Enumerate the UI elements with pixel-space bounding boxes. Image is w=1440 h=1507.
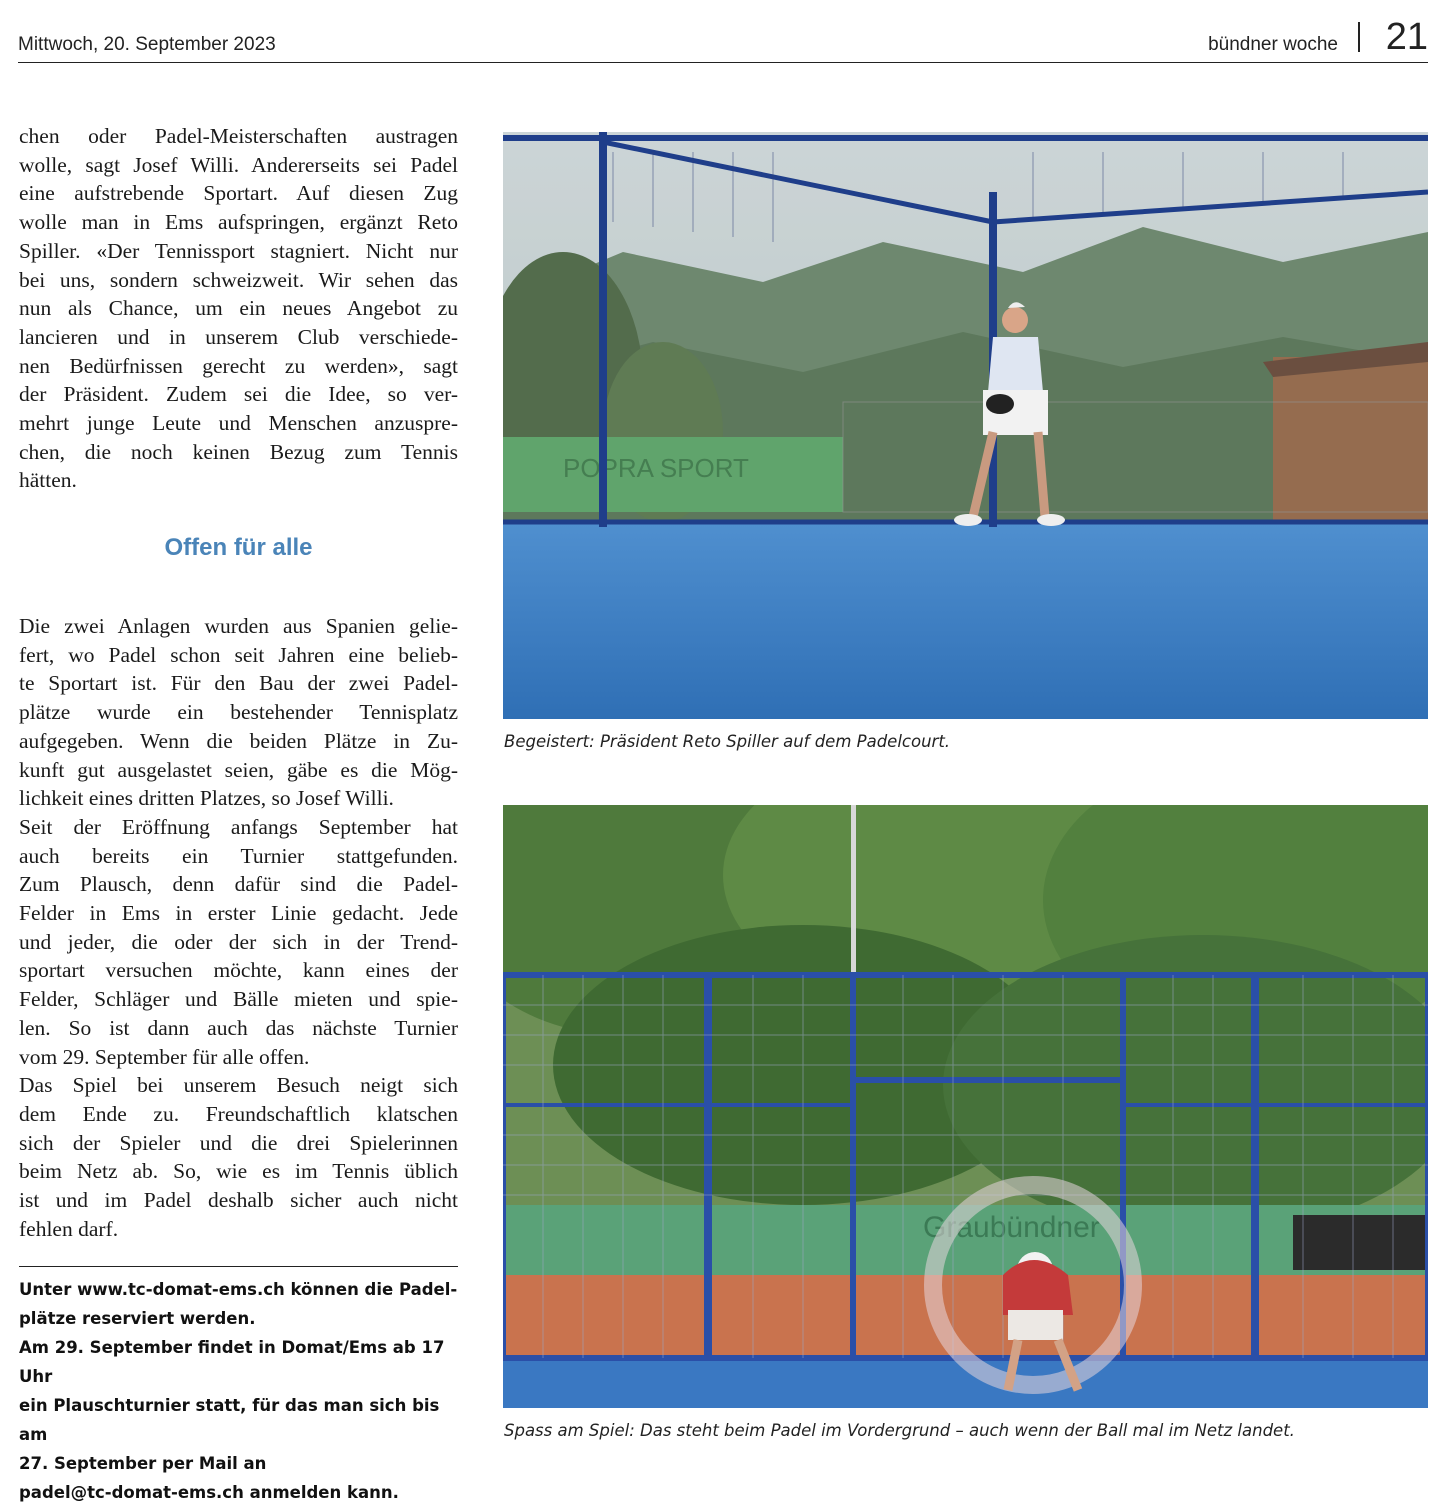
text-line: fehlen darf. [19,1216,119,1241]
text-line: Felder, Schläger und Bälle mieten und spie- [19,987,458,1012]
text-line: und jeder, die oder der sich in der Trend- [19,929,458,954]
photo-2-caption: Spass am Spiel: Das steht beim Padel im Vordergrund – auch wenn der Ball mal im Netz landet. [504,1421,1295,1440]
info-line: padel@tc-domat-ems.ch anmelden kann. [19,1483,399,1502]
text-line: eine aufstrebende Sportart. Auf diesen Zug [19,181,458,206]
text-line: vom 29. September für alle offen. [19,1044,310,1069]
info-box [19,1266,458,1507]
text-line: wolle man in Ems aufspringen, ergänzt Reto [19,210,458,235]
text-line: aufgegeben. Wenn die beiden Plätze in Zu- [19,728,458,753]
photo-padel-match [503,805,1428,1408]
svg-text:POPRA SPORT: POPRA SPORT [563,453,749,483]
text-line: fert, wo Padel schon seit Jahren eine belieb- [19,642,458,667]
photo-padel-court-player [503,132,1428,719]
text-line: sich der Spieler und die drei Spielerinnen [19,1130,458,1155]
page-header [18,16,1428,63]
article-paragraph-1 [19,122,458,495]
info-line: 27. September per Mail an [19,1454,267,1473]
info-line: plätze reserviert werden. [19,1309,256,1328]
text-line: bei uns, sondern schweizweit. Wir sehen das [19,267,458,292]
text-line: Seit der Eröffnung anfangs September hat [19,814,458,839]
text-line: wolle, sagt Josef Willi. Andererseits sei Padel [19,152,458,177]
header-divider [1358,22,1360,52]
issue-date: Mittwoch, 20. September 2023 [18,34,276,55]
publication-name: bündner woche [1208,34,1338,55]
text-line: te Sportart ist. Für den Bau der zwei Padel- [19,671,458,696]
text-line: lichkeit eines dritten Platzes, so Josef Willi. [19,786,394,811]
info-line: Unter www.tc-domat-ems.ch können die Padel- [19,1280,458,1299]
text-line: sportart versuchen möchte, kann eines der [19,958,458,983]
text-line: beim Netz ab. So, wie es im Tennis üblich [19,1159,458,1184]
text-line: chen oder Padel-Meisterschaften austragen [19,124,458,148]
text-line: Spiller. «Der Tennissport stagniert. Nicht nur [19,238,458,263]
text-line: plätze wurde ein bestehender Tennisplatz [19,700,458,725]
subheading: Offen für alle [164,534,313,561]
page-number: 21 [1385,16,1428,58]
text-line: hätten. [19,468,77,493]
info-line: ein Plauschturnier statt, für das man sich bis am [19,1396,440,1444]
text-line: Das Spiel bei unserem Besuch neigt sich [19,1073,458,1098]
photo-1-caption: Begeistert: Präsident Reto Spiller auf dem Padelcourt. [504,732,951,751]
text-line: lancieren und in unserem Club verschiede- [19,324,458,349]
text-line: mehrt junge Leute und Menschen anzuspre- [19,411,458,436]
text-line: Felder in Ems in erster Linie gedacht. Jede [19,901,458,926]
text-line: Die zwei Anlagen wurden aus Spanien gelie- [19,614,458,638]
article-paragraph-2 [19,612,458,1243]
text-line: Zum Plausch, denn dafür sind die Padel- [19,872,458,897]
text-line: dem Ende zu. Freundschaftlich klatschen [19,1101,458,1126]
text-line: len. So ist dann auch das nächste Turnier [19,1015,458,1040]
text-line: kunft gut ausgelastet seien, gäbe es die Mög- [19,757,458,782]
article-column [19,122,458,1241]
text-line: nun als Chance, um ein neues Angebot zu [19,296,458,321]
text-line: chen, die noch keinen Bezug zum Tennis [19,439,458,464]
text-line: der Präsident. Zudem sei die Idee, so ver- [19,382,458,407]
text-line: auch bereits ein Turnier stattgefunden. [19,843,458,868]
text-line: ist und im Padel deshalb sicher auch nicht [19,1188,458,1213]
svg-text:Graubündner: Graubündner [923,1211,1100,1244]
text-line: nen Bedürfnissen gerecht zu werden», sagt [19,353,458,378]
info-line: Am 29. September findet in Domat/Ems ab 17 Uhr [19,1338,445,1386]
